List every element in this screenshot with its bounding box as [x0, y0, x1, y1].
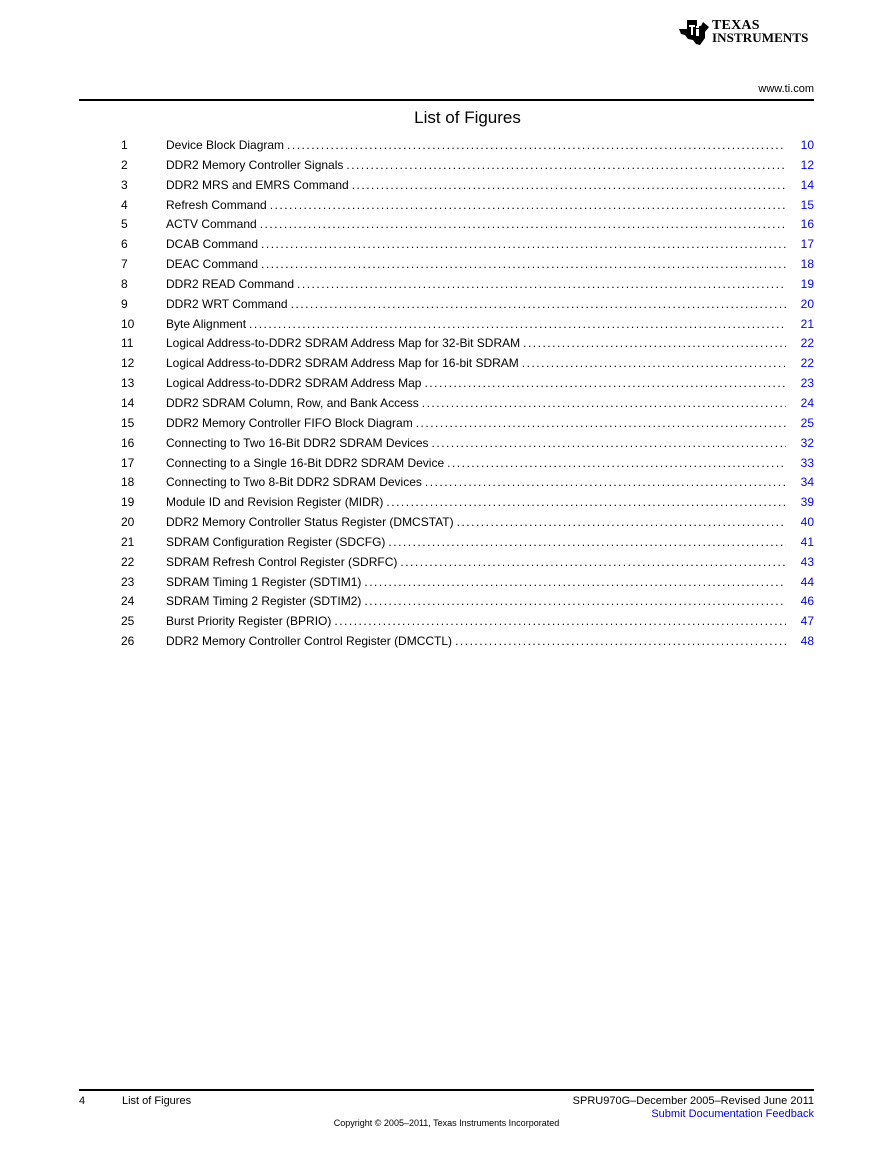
- dot-leader: [364, 594, 786, 608]
- footer-section-name: List of Figures: [122, 1095, 192, 1107]
- figure-title[interactable]: ACTV Command: [166, 217, 257, 232]
- figure-page-link[interactable]: 48: [800, 634, 814, 649]
- dot-leader: [422, 396, 786, 410]
- figure-number: 8: [121, 276, 128, 291]
- figure-list-item[interactable]: [121, 555, 814, 575]
- figure-list-item[interactable]: [121, 277, 814, 297]
- figure-number: 20: [121, 515, 135, 530]
- figure-title[interactable]: DCAB Command: [166, 237, 259, 252]
- figure-title[interactable]: SDRAM Configuration Register (SDCFG): [166, 534, 386, 549]
- figure-page-link[interactable]: 22: [800, 356, 814, 371]
- figure-page-link[interactable]: 17: [800, 237, 814, 252]
- figure-page-link[interactable]: 24: [800, 395, 814, 410]
- page-title: List of Figures: [414, 108, 521, 127]
- figure-title[interactable]: Burst Priority Register (BPRIO): [166, 614, 332, 629]
- figure-list-item[interactable]: [121, 475, 814, 495]
- figure-list-item[interactable]: [121, 356, 814, 376]
- ti-state-emblem-icon: [678, 18, 710, 48]
- figure-list-item[interactable]: [121, 575, 814, 595]
- figure-page-link[interactable]: 33: [800, 455, 814, 470]
- figure-list-item[interactable]: [121, 336, 814, 356]
- footer-rule: [79, 1089, 814, 1091]
- logo-line1: TEXAS: [712, 18, 760, 33]
- figure-title[interactable]: Connecting to Two 16-Bit DDR2 SDRAM Devices: [166, 435, 429, 450]
- figure-list-item[interactable]: [121, 594, 814, 614]
- figure-list-item[interactable]: [121, 416, 814, 436]
- figure-number: 6: [121, 237, 128, 252]
- figure-page-link[interactable]: 14: [800, 177, 814, 192]
- figure-page-link[interactable]: 44: [800, 574, 814, 589]
- figure-title[interactable]: Refresh Command: [166, 197, 267, 212]
- copyright-notice: Copyright © 2005–2011, Texas Instruments Incorporated: [333, 1118, 560, 1128]
- dot-leader: [386, 495, 786, 509]
- figure-number: 11: [121, 336, 134, 351]
- figure-page-link[interactable]: 34: [800, 475, 814, 490]
- figure-page-link[interactable]: 18: [800, 257, 814, 272]
- figure-title[interactable]: Device Block Diagram: [166, 138, 285, 152]
- figure-title[interactable]: DEAC Command: [166, 257, 259, 272]
- dot-leader: [416, 416, 786, 430]
- figure-list-item[interactable]: [121, 217, 814, 237]
- figure-title[interactable]: DDR2 Memory Controller Status Register (DMCSTAT): [166, 515, 454, 530]
- figure-page-link[interactable]: 41: [800, 534, 814, 549]
- dot-leader: [346, 158, 786, 172]
- dot-leader: [388, 535, 786, 549]
- dot-leader: [270, 198, 786, 212]
- figure-page-link[interactable]: 12: [800, 157, 814, 172]
- figure-number: 19: [121, 495, 135, 510]
- footer-page-number: 4: [79, 1095, 86, 1107]
- dot-leader: [249, 317, 786, 331]
- figure-title[interactable]: Logical Address-to-DDR2 SDRAM Address Map for 16-bit SDRAM: [166, 356, 519, 371]
- figure-title[interactable]: Connecting to a Single 16-Bit DDR2 SDRAM Device: [166, 455, 445, 470]
- dot-leader: [297, 277, 786, 291]
- dot-leader: [261, 257, 786, 271]
- figure-page-link[interactable]: 32: [800, 435, 814, 450]
- figure-list-item[interactable]: [121, 138, 814, 158]
- submit-feedback-link[interactable]: Submit Documentation Feedback: [651, 1108, 814, 1120]
- figure-title[interactable]: Logical Address-to-DDR2 SDRAM Address Map for 32-Bit SDRAM: [166, 336, 521, 351]
- figure-title[interactable]: DDR2 Memory Controller FIFO Block Diagram: [166, 415, 413, 430]
- figure-title[interactable]: DDR2 SDRAM Column, Row, and Bank Access: [166, 395, 419, 410]
- dot-leader: [352, 178, 786, 192]
- figure-number: 1: [121, 138, 128, 152]
- figure-number: 12: [121, 356, 135, 371]
- figure-page-link[interactable]: 16: [800, 217, 814, 232]
- figure-page-link[interactable]: 46: [800, 594, 814, 609]
- figure-list-item[interactable]: [121, 376, 814, 396]
- figure-list-item[interactable]: [121, 198, 814, 218]
- figure-list-item[interactable]: [121, 515, 814, 535]
- figure-number: 4: [121, 197, 128, 212]
- figure-list-item[interactable]: [121, 535, 814, 555]
- figure-page-link[interactable]: 40: [800, 515, 814, 530]
- figure-number: 13: [121, 376, 135, 391]
- figure-page-link[interactable]: 43: [800, 554, 814, 569]
- figure-title[interactable]: DDR2 Memory Controller Signals: [166, 157, 344, 172]
- figure-list-item[interactable]: [121, 297, 814, 317]
- figure-list-item[interactable]: [121, 396, 814, 416]
- figure-list-item[interactable]: [121, 436, 814, 456]
- figure-number: 3: [121, 177, 128, 192]
- dot-leader: [424, 376, 786, 390]
- dot-leader: [334, 614, 786, 628]
- figure-list-item[interactable]: [121, 158, 814, 178]
- figure-number: 15: [121, 415, 135, 430]
- figure-number: 24: [121, 594, 135, 609]
- figure-list-item[interactable]: [121, 317, 814, 337]
- figure-page-link[interactable]: 22: [800, 336, 814, 351]
- figure-number: 16: [121, 435, 135, 450]
- figure-list-item[interactable]: [121, 614, 814, 634]
- figure-title[interactable]: Logical Address-to-DDR2 SDRAM Address Map: [166, 376, 422, 391]
- figure-number: 7: [121, 257, 128, 272]
- figure-list-item[interactable]: [121, 257, 814, 277]
- logo-line2: INSTRUMENTS: [712, 30, 809, 45]
- figure-page-link[interactable]: 10: [800, 138, 814, 152]
- footer-document-id: SPRU970G–December 2005–Revised June 2011: [572, 1095, 814, 1107]
- ti-logo: [678, 18, 818, 54]
- dot-leader: [287, 138, 786, 152]
- figure-number: 14: [121, 395, 135, 410]
- figure-number: 2: [121, 157, 128, 172]
- figure-title[interactable]: SDRAM Refresh Control Register (SDRFC): [166, 554, 398, 569]
- figure-number: 18: [121, 475, 135, 490]
- figure-list-item[interactable]: [121, 456, 814, 476]
- figure-title[interactable]: Connecting to Two 8-Bit DDR2 SDRAM Devices: [166, 475, 422, 490]
- header-rule: [79, 99, 814, 101]
- figure-title[interactable]: Module ID and Revision Register (MIDR): [166, 495, 384, 510]
- figure-number: 5: [121, 217, 128, 232]
- dot-leader: [432, 436, 786, 450]
- website-link[interactable]: www.ti.com: [758, 83, 814, 95]
- figure-number: 9: [121, 296, 128, 311]
- figure-number: 26: [121, 634, 135, 649]
- figure-number: 17: [121, 455, 135, 470]
- figure-page-link[interactable]: 15: [800, 197, 814, 212]
- dot-leader: [364, 575, 786, 589]
- dot-leader: [447, 456, 786, 470]
- dot-leader: [400, 555, 786, 569]
- figure-number: 23: [121, 574, 135, 589]
- dot-leader: [260, 217, 786, 231]
- figure-number: 10: [121, 316, 135, 331]
- dot-leader: [261, 237, 786, 251]
- figure-title[interactable]: DDR2 MRS and EMRS Command: [166, 177, 349, 192]
- figure-number: 25: [121, 614, 135, 629]
- figure-page-link[interactable]: 20: [800, 296, 814, 311]
- figure-title[interactable]: DDR2 READ Command: [166, 276, 295, 291]
- figure-page-link[interactable]: 39: [800, 495, 814, 510]
- dot-leader: [457, 515, 786, 529]
- dot-leader: [523, 336, 786, 350]
- figure-number: 21: [121, 534, 135, 549]
- figure-title[interactable]: SDRAM Timing 1 Register (SDTIM1): [166, 574, 362, 589]
- figure-page-link[interactable]: 21: [800, 316, 814, 331]
- figure-title[interactable]: DDR2 Memory Controller Control Register (DMCCTL): [166, 634, 453, 649]
- figure-page-link[interactable]: 19: [800, 276, 814, 291]
- dot-leader: [522, 356, 786, 370]
- figure-page-link[interactable]: 47: [800, 614, 814, 629]
- dot-leader: [291, 297, 786, 311]
- figure-page-link[interactable]: 25: [800, 415, 814, 430]
- figure-number: 22: [121, 554, 135, 569]
- dot-leader: [425, 475, 786, 489]
- figure-page-link[interactable]: 23: [800, 376, 814, 391]
- dot-leader: [455, 634, 786, 648]
- figure-list-item[interactable]: [121, 178, 814, 198]
- figure-title[interactable]: SDRAM Timing 2 Register (SDTIM2): [166, 594, 362, 609]
- figure-list-item[interactable]: [121, 634, 814, 654]
- figure-list: [121, 138, 814, 654]
- figure-title[interactable]: Byte Alignment: [166, 316, 247, 331]
- figure-list-item[interactable]: [121, 237, 814, 257]
- figure-list-item[interactable]: [121, 495, 814, 515]
- figure-title[interactable]: DDR2 WRT Command: [166, 296, 288, 311]
